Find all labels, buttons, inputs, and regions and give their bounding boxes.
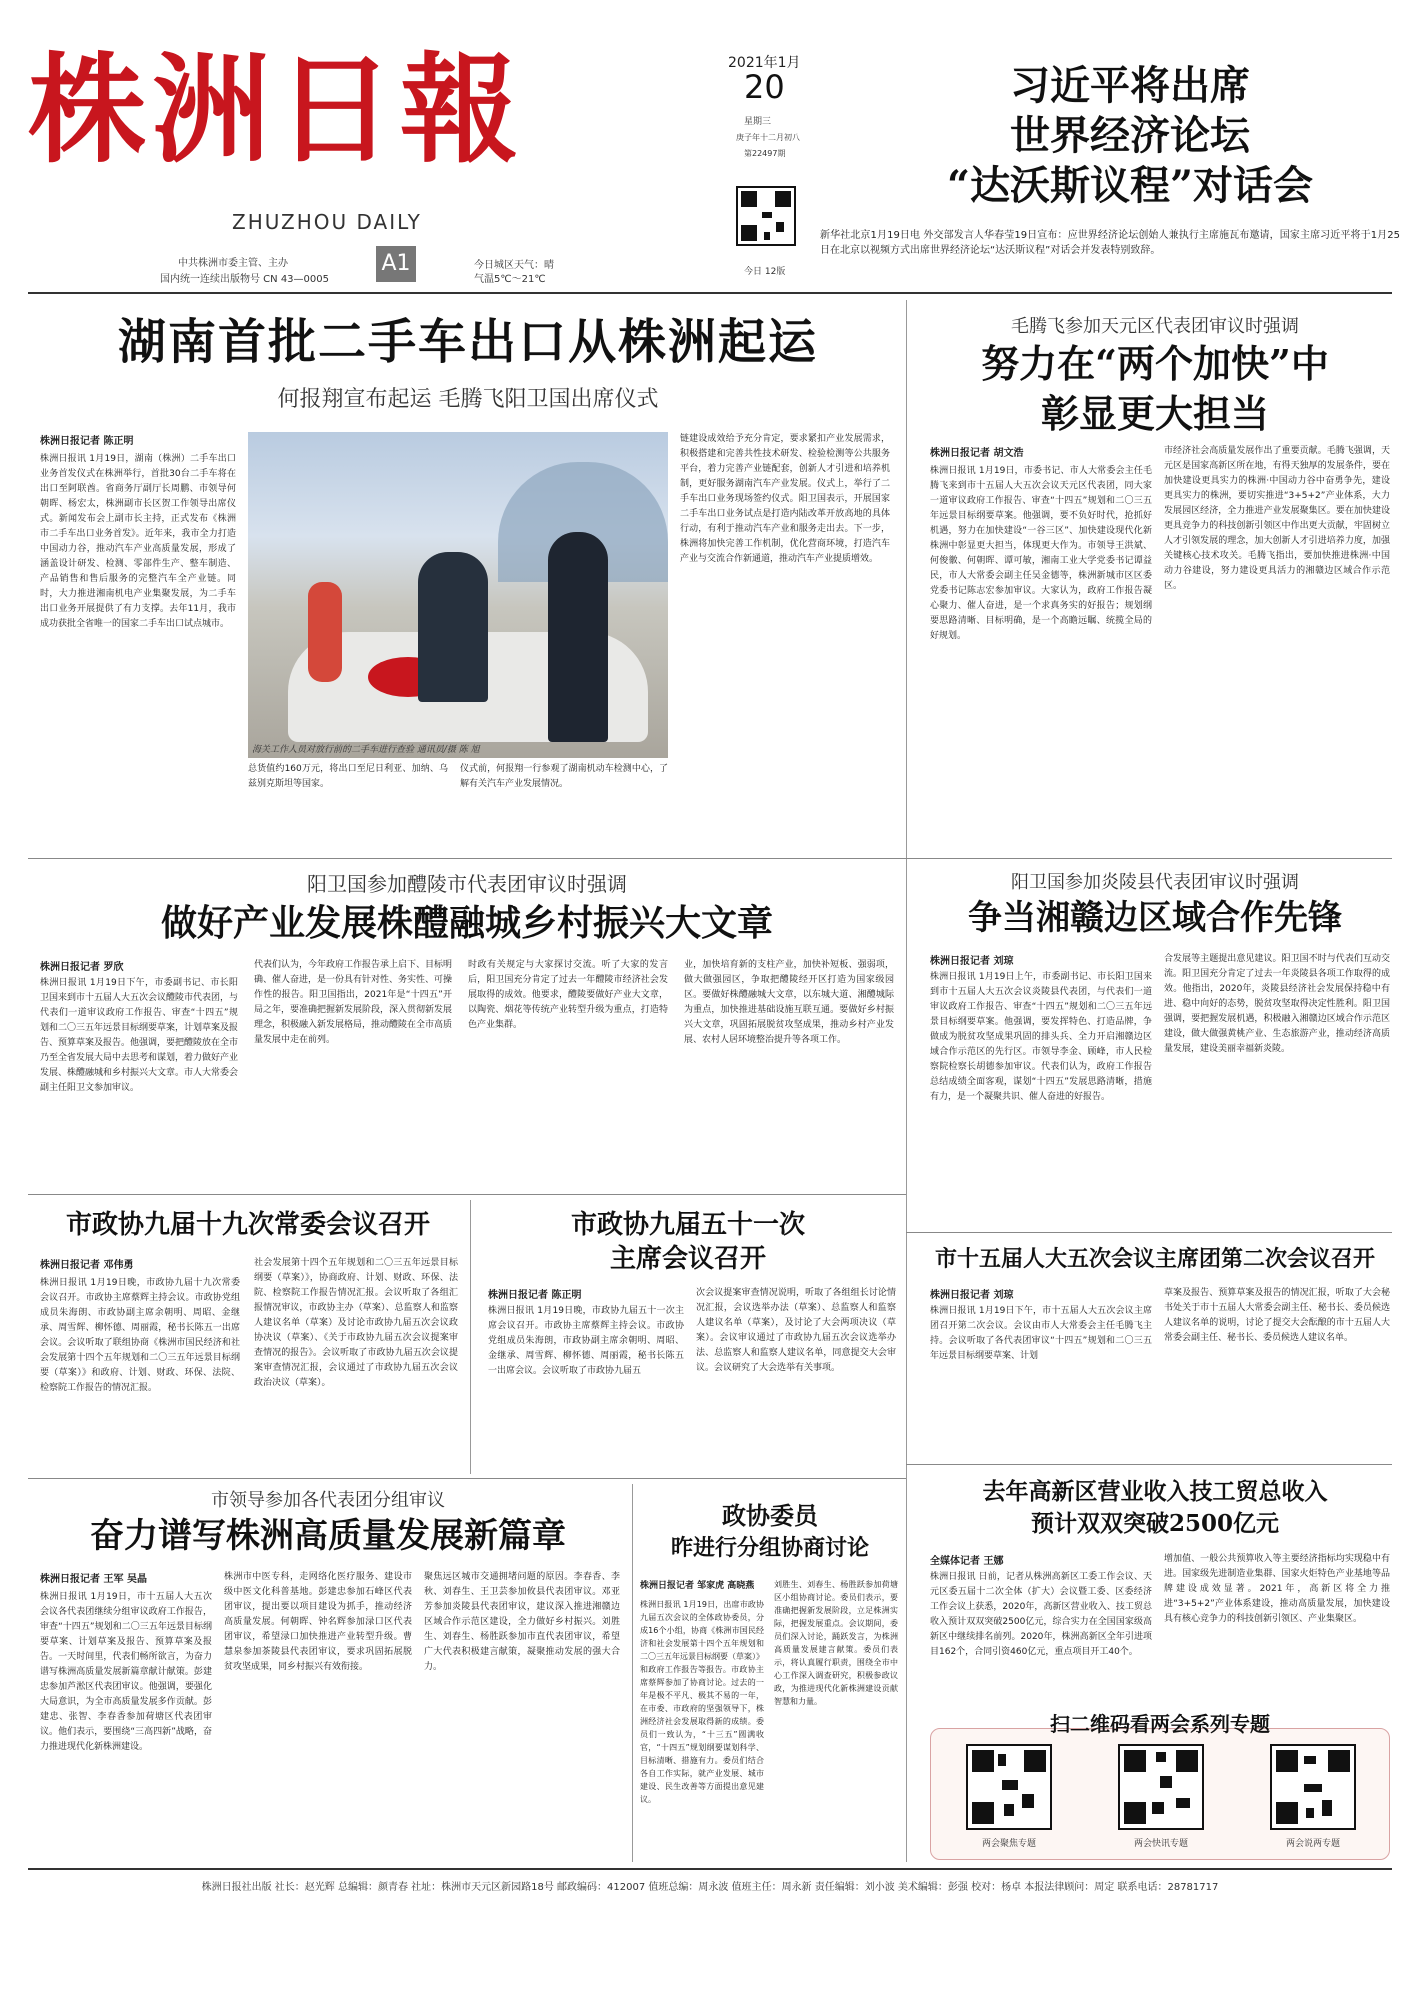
zxwy-headline-line2: 昨进行分组协商讨论 [670,1535,869,1561]
temperature-text: 气温5℃～21℃ [474,274,546,285]
zxwy-col1: 株洲日报讯 1月19日，出席市政协九届五次会议的全体政协委员，分成16个小组，协商《株洲市国民经济和社会发展第十四个五年规划和二〇三五年远景目标纲要（草案）》和政府工作报告等报告。市政协主席蔡辉参加了协商讨论。过去的一年是极不平凡、极其不易的一年，在市委、市政府的坚强领导下，株洲经济社会发展取得新的成绩。委员们一致认为，“十三五”圆满收官，“十四五”规划纲要谋划科学、目标清晰、措施有力。委员们结合各自工作实际，就产业发展、城市建设、民生改善等方面提出意见建议。 [640,1600,764,1804]
mao-headline-line2: 彰显更大担当 [1040,391,1269,436]
shiling-col3: 聚焦远区城市交通拥堵问题的原因。李春香、李秋、刘春生、王卫芸参加攸县代表团审议。邓亚芳参加炎陵县代表团审议，建议深入推进湘赣边区域合作示范区建设，全力做好乡村振兴。刘胜生、刘春生、杨胜跃参加市直代表团审议，希望广大代表积极建言献策，凝聚推动发展的强大合力。 [424,1572,620,1672]
top-headline-line1: 习近平将出席 [1010,62,1250,109]
main-byline: 株洲日报记者 陈正明 [40,436,134,447]
zx1-col2: 社会发展第十四个五年规划和二〇三五年远景目标纲要（草案）》，协商政府、计划、财政、环保、法院、检察院工作报告情况汇报。会议听取了各组汇报情况审议，市政协主办（草案）、总监察人和监察人建议名单（草案）及讨论市政协九届五次会议政协决议（草案）、《关于市政协九届五次会议提案审查情况的报告》。会议听取了市政协九届五次会议提案审查情况汇报，会议通过了市政协九届五次会议政治决议（草案）。 [254,1258,458,1388]
masthead-org: 中共株洲市委主管、主办 [178,258,288,269]
masthead-subtitle: ZHUZHOU DAILY [232,210,422,234]
date-day: 20 [744,68,785,106]
zx2-headline-line2: 主席会议召开 [609,1244,766,1274]
renda-col2: 草案及报告、预算草案及报告的情况汇报，听取了大会秘书处关于市十五届人大常委会副主任、秘书长、委员候选人建议名单的说明，讨论了提交大会酝酿的市十五届人大常委会副主任、秘书长、委员候选人建议名单。 [1164,1288,1390,1343]
qr-code-1[interactable] [966,1744,1052,1830]
zx2-headline-line1: 市政协九届五十一次 [570,1210,805,1240]
renda-col1: 株洲日报讯 1月19日下午，市十五届人大五次会议主席团召开第二次会议。会议由市人大常委会主任毛腾飞主持。会议听取了各代表团审议“十四五”规划和二〇三五年远景目标纲要草案、计划 [930,1306,1152,1361]
footer-text: 株洲日报社出版 社长：赵光辉 总编辑：颜青春 社址：株洲市天元区新园路18号 邮政编码：412007 值班总编：周永波 值班主任：周永新 责任编辑：刘小波 美术编辑：彭强 校对：杨卓 本报法律顾问：周定 联系电话：28781717 [201,1882,1219,1893]
main-photo-caption: 海关工作人员对放行前的二手车进行查验 通讯员/摄 陈 旭 [252,745,480,755]
weather-text: 今日城区天气：晴 [474,260,554,271]
yang1-kicker: 阳卫国参加醴陵市代表团审议时强调 [307,872,627,896]
date-year-month: 2021年1月 [728,55,801,71]
main-headline: 湖南首批二手车出口从株洲起运 [117,314,818,370]
zx2-col1: 株洲日报讯 1月19日晚，市政协九届五十一次主席会议召开。市政协主席蔡辉主持会议。市政协党组成员朱海朗，市政协副主席余朝明、周昭、金继承、周雪辉、柳怀德、周丽霞，秘书长陈五一出席会议。会议听取了市政协九届五 [488,1306,684,1376]
qr-code-2[interactable] [1118,1744,1204,1830]
yang2-col1: 株洲日报讯 1月19日上午，市委副书记、市长阳卫国来到市十五届人大五次会议炎陵县代表团，与代表们一道审议政府工作报告、审查“十四五”规划和二〇三五年远景目标纲要草案。他强调，要发挥特色、打造品牌，争做成为脱贫攻坚成果巩固的排头兵、全力开启湘赣边区域合作示范区的先行区。市领导李金、顾峰，市人民检察院检察长胡德参加审议。代表们认为，政府工作报告总结成绩全面客观，谋划“十四五”发展思路清晰，措施有力，是一个凝聚共识、催人奋进的好报告。 [930,972,1152,1102]
top-story-body: 新华社北京1月19日电 外交部发言人华春莹19日宣布：应世界经济论坛创始人兼执行主席施瓦布邀请，国家主席习近平将于1月25日在北京以视频方式出席世界经济论坛“达沃斯议程”对话会并发表特别致辞。 [820,230,1400,256]
masthead-qr-code [736,186,796,246]
qr-promo-title: 扫二维码看两会系列专题 [1050,1712,1270,1736]
qr-code-3[interactable] [1270,1744,1356,1830]
yang2-headline: 争当湘赣边区域合作先锋 [968,898,1342,938]
mao-headline-line1: 努力在“两个加快”中 [981,341,1329,386]
main-col3: 仪式前，何报翔一行参观了湖南机动车检测中心，了解有关汽车产业发展情况。 [460,764,668,789]
shiling-col2: 株洲市中医专科，走网络化医疗服务、建设市级中医文化科普基地。彭建忠参加石峰区代表团审议，提出要以项目建设为抓手，推动经济高质量发展。何朝晖、钟名辉参加渌口区代表团审议，希望渌口加快推进产业转型升级。曹慧泉参加茶陵县代表团审议，要求巩固拓展脱贫攻坚成果，同乡村振兴有效衔接。 [224,1572,412,1672]
shiling-col1: 株洲日报讯 1月19日，市十五届人大五次会议各代表团继续分组审议政府工作报告，审查“十四五”规划和二〇三五年远景目标纲要草案、计划草案及报告、预算草案及报告。一天时间里，代表们畅所欲言，为奋力谱写株洲高质量发展新篇章献计献策。彭建忠参加芦淞区代表团审议。他强调，要强化大局意识，为全市高质量发展多作贡献。彭建忠、张智、李春香参加荷塘区代表团审议。他们表示，要围绕“三高四新”战略，奋力推进现代化新株洲建设。 [40,1592,212,1752]
yang2-col2: 合发展等主题提出意见建议。阳卫国不时与代表们互动交流。阳卫国充分肯定了过去一年炎陵县各项工作取得的成效。他指出，2020年，炎陵县经济社会发展保持稳中有进、稳中向好的态势，脱贫攻坚取得决定性胜利。阳卫国强调，要把握发展机遇，积极融入湘赣边区域合作示范区建设，做大做强黄桃产业、生态旅游产业，推动经济高质量发展，建设美丽幸福新炎陵。 [1164,954,1390,1054]
yang1-headline: 做好产业发展株醴融城乡村振兴大文章 [160,902,773,944]
main-col1: 株洲日报讯 1月19日，湖南（株洲）二手车出口业务首发仪式在株洲举行，首批30台二手车将在出口至阿联酋。省商务厅副厅长周鹏、市领导何朝晖、杨宏太，株洲副市长区贺工作领导出席仪式。新闻发布会上副市长主持，正式发布《株洲市二手车出口业务首发》。近年来，我市全力打造中国动力谷，推动汽车产业高质量发展，形成了涵盖设计研发、检测、零部件生产、整车制造、产品销售和售后服务的完整汽车全产业链。同时，大力推进湘南机电产业集聚发展，为二手车出口业务开展提供了有力支撑。去年11月，我市成功获批全省唯一的国家二手车出口试点城市。 [40,454,236,629]
shiling-byline: 株洲日报记者 王军 吴晶 [40,1574,147,1585]
yang1-byline: 株洲日报记者 罗欣 [40,962,124,973]
mao-kicker: 毛腾飞参加天元区代表团审议时强调 [1011,316,1299,337]
zx2-col2: 次会议提案审查情况说明，听取了各组组长讨论情况汇报，会议选举办法（草案）、总监察人和监察人建议名单（草案），及讨论了大会两项决议（草案）。会议审议通过了市政协九届五次会议选举办法、总监察人和监察人建议名单，同意提交大会审议。会议研究了大会选举有关事项。 [696,1288,896,1373]
main-subheadline: 何报翔宣布起运 毛腾飞阳卫国出席仪式 [277,387,659,412]
shiling-headline: 奋力谱写株洲高质量发展新篇章 [90,1516,566,1556]
yang1-col3: 时政有关规定与大家探讨交流。听了大家的发言后，阳卫国充分肯定了过去一年醴陵市经济社会发展取得的成效。他要求，醴陵要做好产业大文章，以陶瓷、烟花等传统产业转型升级为重点，打造特色产业集群。 [468,960,668,1030]
mao-col2: 市经济社会高质量发展作出了重要贡献。毛腾飞强调，天元区是国家高新区所在地，有得天独厚的发展条件，要在加快建设更具实力的株洲·中国动力谷中奋勇争先，建设更具实力的株洲，要切实推进“3+5+2”产业体系，大力发展园区经济，全力推进产业发展聚集区。要在加快建设更具竞争力的科技创新引领区中作出更大贡献，牢固树立人才引领发展的理念，加大创新人才引进培养力度，加强关键核心技术攻关。毛腾飞指出，要加快推进株洲·中国动力谷建设，努力建设更具活力的湘赣边区域合作示范区。 [1164,446,1390,591]
gxq-col2: 增加值、一般公共预算收入等主要经济指标均实现稳中有进。国家级先进制造业集群、国家火炬特色产业基地等品牌建设成效显著。2021年，高新区将全力推进“3+5+2”产业体系建设，推动高质量发展，加快建设具有核心竞争力的科技创新引领区、产业集聚区。 [1164,1554,1390,1624]
yang1-col2: 代表们认为，今年政府工作报告承上启下、目标明确、催人奋进，是一份具有针对性、务实性、可操作性的报告。阳卫国指出，2021年是“十四五”开局之年，要准确把握新发展阶段，深入贯彻新发展理念，积极融入新发展格局，推动醴陵在全市高质量发展中走在前列。 [254,960,452,1045]
gxq-col1: 株洲日报讯 日前，记者从株洲高新区工委工作会议、天元区委五届十二次全体（扩大）会议暨工委、区委经济工作会议上获悉，2020年，高新区营业收入、技工贸总收入预计双双突破2500亿元，综合实力在全国国家级高新区中继续排名前列。2020年，株洲高新区全年引进项目162个，合同引资460亿元，重点项目开工40个。 [930,1572,1152,1657]
zx1-col1: 株洲日报讯 1月19日晚，市政协九届十九次常委会议召开。市政协主席蔡辉主持会议。市政协党组成员朱海朗、市政协副主席余朝明、周昭、金继承、周雪辉、柳怀德、周丽霞，秘书长陈五一出席会议。会议听取了联组协商《株洲市国民经济和社会发展第十四个五年规划和二〇三五年远景目标纲要（草案）》和政府、计划、财政、环保、法院、检察院工作报告的情况汇报。 [40,1278,240,1393]
mao-col1: 株洲日报讯 1月19日，市委书记、市人大常委会主任毛腾飞来到市十五届人大五次会议天元区代表团，同大家一道审议政府工作报告、审查“十四五”规划和二〇三五年远景目标纲要草案。他强调，要不负好时代，抢抓好机遇，努力在加快建设“一谷三区”、加快建设现代化新株洲中彰显更大担当，体现更大作为。市领导王洪斌、何俊徽、何朝晖、谭可敏，湘南工业大学党委书记谭益民，市人大常委会副主任吴金德等，株洲新城市区区委党委书记陈志宏参加审议。大家认为，政府工作报告凝心聚力、催人奋进，是一个求真务实的好报告；规划纲要思路清晰、目标明确，是一个高瞻远瞩、统揽全局的好规划。 [930,466,1152,641]
yang1-col4: 业，加快培育新的支柱产业，加快补短板、强弱项，做大做强园区，争取把醴陵经开区打造为国家级园区。要做好株醴融城大文章，以东城大道、湘醴城际为重点，加快推进基础设施互联互通。要做好乡村振兴大文章，巩固拓展脱贫攻坚成果，推动乡村产业发展、农村人居环境整治提升等各项工作。 [684,960,894,1045]
mao-byline: 株洲日报记者 胡文浩 [930,448,1024,459]
main-photo [248,432,668,758]
masthead-title: 株洲日報 [28,40,525,179]
page-number-badge: A1 [376,246,416,282]
date-lunar: 庚子年十二月初八 [736,133,800,142]
qr-label-3: 两会说两专题 [1285,1839,1340,1849]
gxq-headline-line2: 预计双双突破2500亿元 [1030,1510,1279,1537]
qr-label-2: 两会快讯专题 [1133,1839,1188,1849]
yang2-byline: 株洲日报记者 刘琼 [930,956,1014,967]
zxwy-col2: 刘胜生、刘春生、杨胜跃参加荷塘区小组协商讨论。委员们表示，要准确把握新发展阶段，立足株洲实际，把握发展重点。会议期间，委员们深入讨论，踊跃发言，为株洲高质量发展建言献策。委员们表示，将认真履行职责，围绕全市中心工作深入调查研究，积极参政议政，为推进现代化新株洲建设贡献智慧和力量。 [774,1580,898,1706]
zx1-headline: 市政协九届十九次常委会议召开 [65,1210,430,1240]
zx2-byline: 株洲日报记者 陈正明 [488,1290,582,1301]
qr-label-1: 两会聚焦专题 [981,1839,1036,1849]
top-headline-line2: 世界经济论坛 [1010,112,1250,159]
renda-byline: 株洲日报记者 刘琼 [930,1290,1014,1301]
zx1-byline: 株洲日报记者 邓伟勇 [40,1260,134,1271]
date-weekday: 星期三 [744,117,772,127]
gxq-byline: 全媒体记者 王娜 [930,1556,1004,1567]
yang2-kicker: 阳卫国参加炎陵县代表团审议时强调 [1011,872,1299,893]
date-pages: 今日 12版 [744,267,786,277]
masthead-cn: 国内统一连续出版物号 CN 43—0005 [160,274,329,285]
gxq-headline-line1: 去年高新区营业收入技工贸总收入 [982,1478,1328,1505]
zxwy-headline-line1: 政协委员 [722,1501,818,1530]
renda-headline: 市十五届人大五次会议主席团第二次会议召开 [934,1246,1375,1272]
yang1-col1: 株洲日报讯 1月19日下午，市委副书记、市长阳卫国来到市十五届人大五次会议醴陵市代表团，与代表们一道审议政府工作报告、审查“十四五”规划和二〇三五年远景目标纲要草案，计划草案及报告、预算草案及报告。他强调，要把醴陵放在全市乃至全省发展大局中去思考和谋划，着力做好产业发展、株醴融城和乡村振兴大文章。市人大常委会副主任阳卫文参加审议。 [40,978,238,1093]
shiling-kicker: 市领导参加各代表团分组审议 [211,1490,445,1511]
main-col2: 总货值约160万元，将出口至尼日利亚、加纳、乌兹别克斯坦等国家。 [248,764,448,789]
top-headline-line3: “达沃斯议程”对话会 [946,162,1313,209]
zxwy-byline: 株洲日报记者 邹家虎 高晓燕 [640,1581,755,1591]
main-col4: 链建设成效给予充分肯定，要求紧扣产业发展需求，积极搭建和完善共性技术研发、检验检测等公共服务平台，着力完善产业链配套，创新人才引进和培养机制，更好服务湖南汽车产业发展。仪式上，举行了二手车出口业务现场签约仪式。阳卫国表示，开展国家二手车出口业务试点是打造内陆改革开放高地的具体行动，有利于推动汽车产业和服务走出去。下一步，株洲将加快完善工作机制，优化营商环境，打造汽车产业与交流合作新通道，推动汽车产业提质增效。 [680,434,890,564]
date-issue: 第22497期 [744,149,786,158]
